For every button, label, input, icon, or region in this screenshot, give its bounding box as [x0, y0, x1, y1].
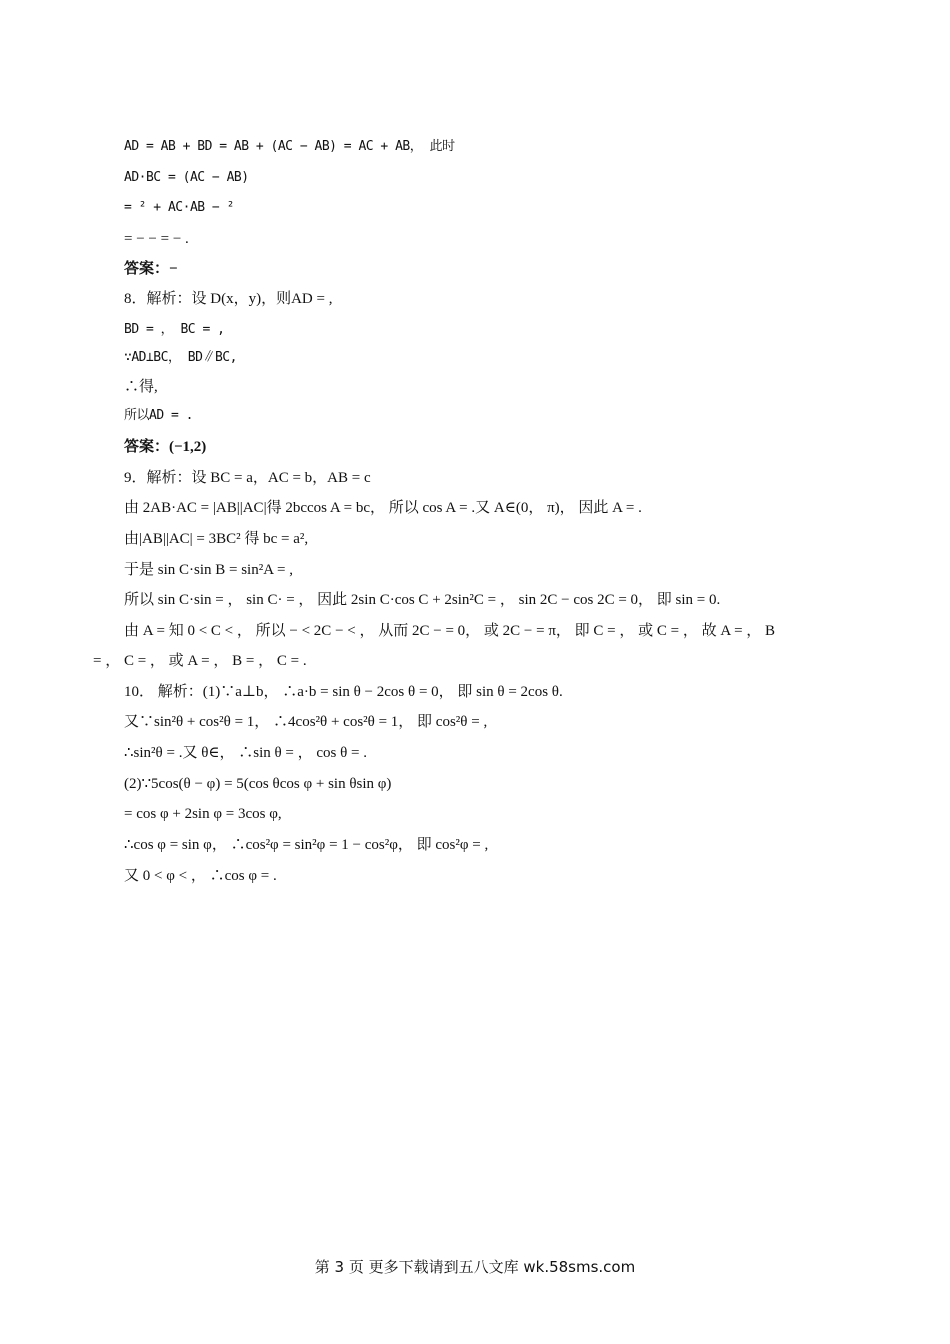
text-line-9d: 于是 sin C·sin B = sin²A = ,	[124, 562, 293, 578]
text-line-10f: ∴cos φ = sin φ， ∴cos²φ = sin²φ = 1 − cos²φ， 即 cos²φ = ,	[124, 837, 489, 853]
text-line-3: = ² + AC·AB − ²	[124, 200, 234, 215]
text-line-10e: = cos φ + 2sin φ = 3cos φ,	[124, 806, 282, 822]
text-line-2: AD·BC = (AC − AB)	[124, 170, 249, 185]
problem-9-heading: 9．解析：设 BC = a，AC = b，AB = c	[124, 470, 371, 486]
text-line-9c: 由|AB||AC| = 3BC² 得 bc = a²,	[124, 531, 309, 547]
text-line-9e: 所以 sin C·sin = ， sin C· = ， 因此 2sin C·cos C + 2sin²C = ， sin 2C − cos 2C = 0， 即 sin = 0.	[124, 592, 721, 608]
text-line-8c: ∵AD⊥BC， BD∥BC,	[124, 350, 237, 365]
text-line-8b: BD = ， BC = ,	[124, 322, 225, 337]
text-line-10c: ∴sin²θ = .又 θ∈， ∴sin θ = ， cos θ = .	[124, 745, 368, 761]
page-footer: 第 3 页 更多下载请到五八文库 wk.58sms.com	[314, 1258, 636, 1276]
text-line-10g: 又 0 < φ < ， ∴cos φ = .	[124, 868, 277, 884]
text-line-8d: ∴得,	[124, 379, 158, 395]
text-line-10d: (2)∵5cos(θ − φ) = 5(cos θcos φ + sin θsin φ)	[124, 776, 392, 792]
answer-line-7: 答案：−	[124, 261, 178, 277]
answer-line-8: 答案：(−1,2)	[124, 439, 207, 455]
text-line-1: AD = AB + BD = AB + (AC − AB) = AC + AB， 此时	[124, 139, 455, 154]
text-line-9b: 由 2AB·AC = |AB||AC|得 2bccos A = bc， 所以 cos A = .又 A∈(0， π)， 因此 A = .	[124, 500, 642, 516]
text-line-10b: 又∵sin²θ + cos²θ = 1， ∴4cos²θ + cos²θ = 1， 即 cos²θ = ,	[124, 714, 488, 730]
text-line-8e: 所以AD = .	[124, 408, 193, 423]
problem-8-heading: 8．解析：设 D(x，y)，则AD = ,	[124, 291, 333, 307]
text-line-9g: = ， C = ， 或 A = ， B = ， C = .	[93, 653, 307, 669]
problem-10-heading: 10． 解析：(1)∵a⊥b， ∴a·b = sin θ − 2cos θ = 0， 即 sin θ = 2cos θ.	[124, 684, 563, 700]
text-line-9f: 由 A = 知 0 < C < ， 所以 − < 2C − < ， 从而 2C − = 0， 或 2C − = π， 即 C = ， 或 C = ， 故 A = ， B	[124, 623, 776, 639]
text-line-4: = − − = − .	[124, 231, 189, 247]
